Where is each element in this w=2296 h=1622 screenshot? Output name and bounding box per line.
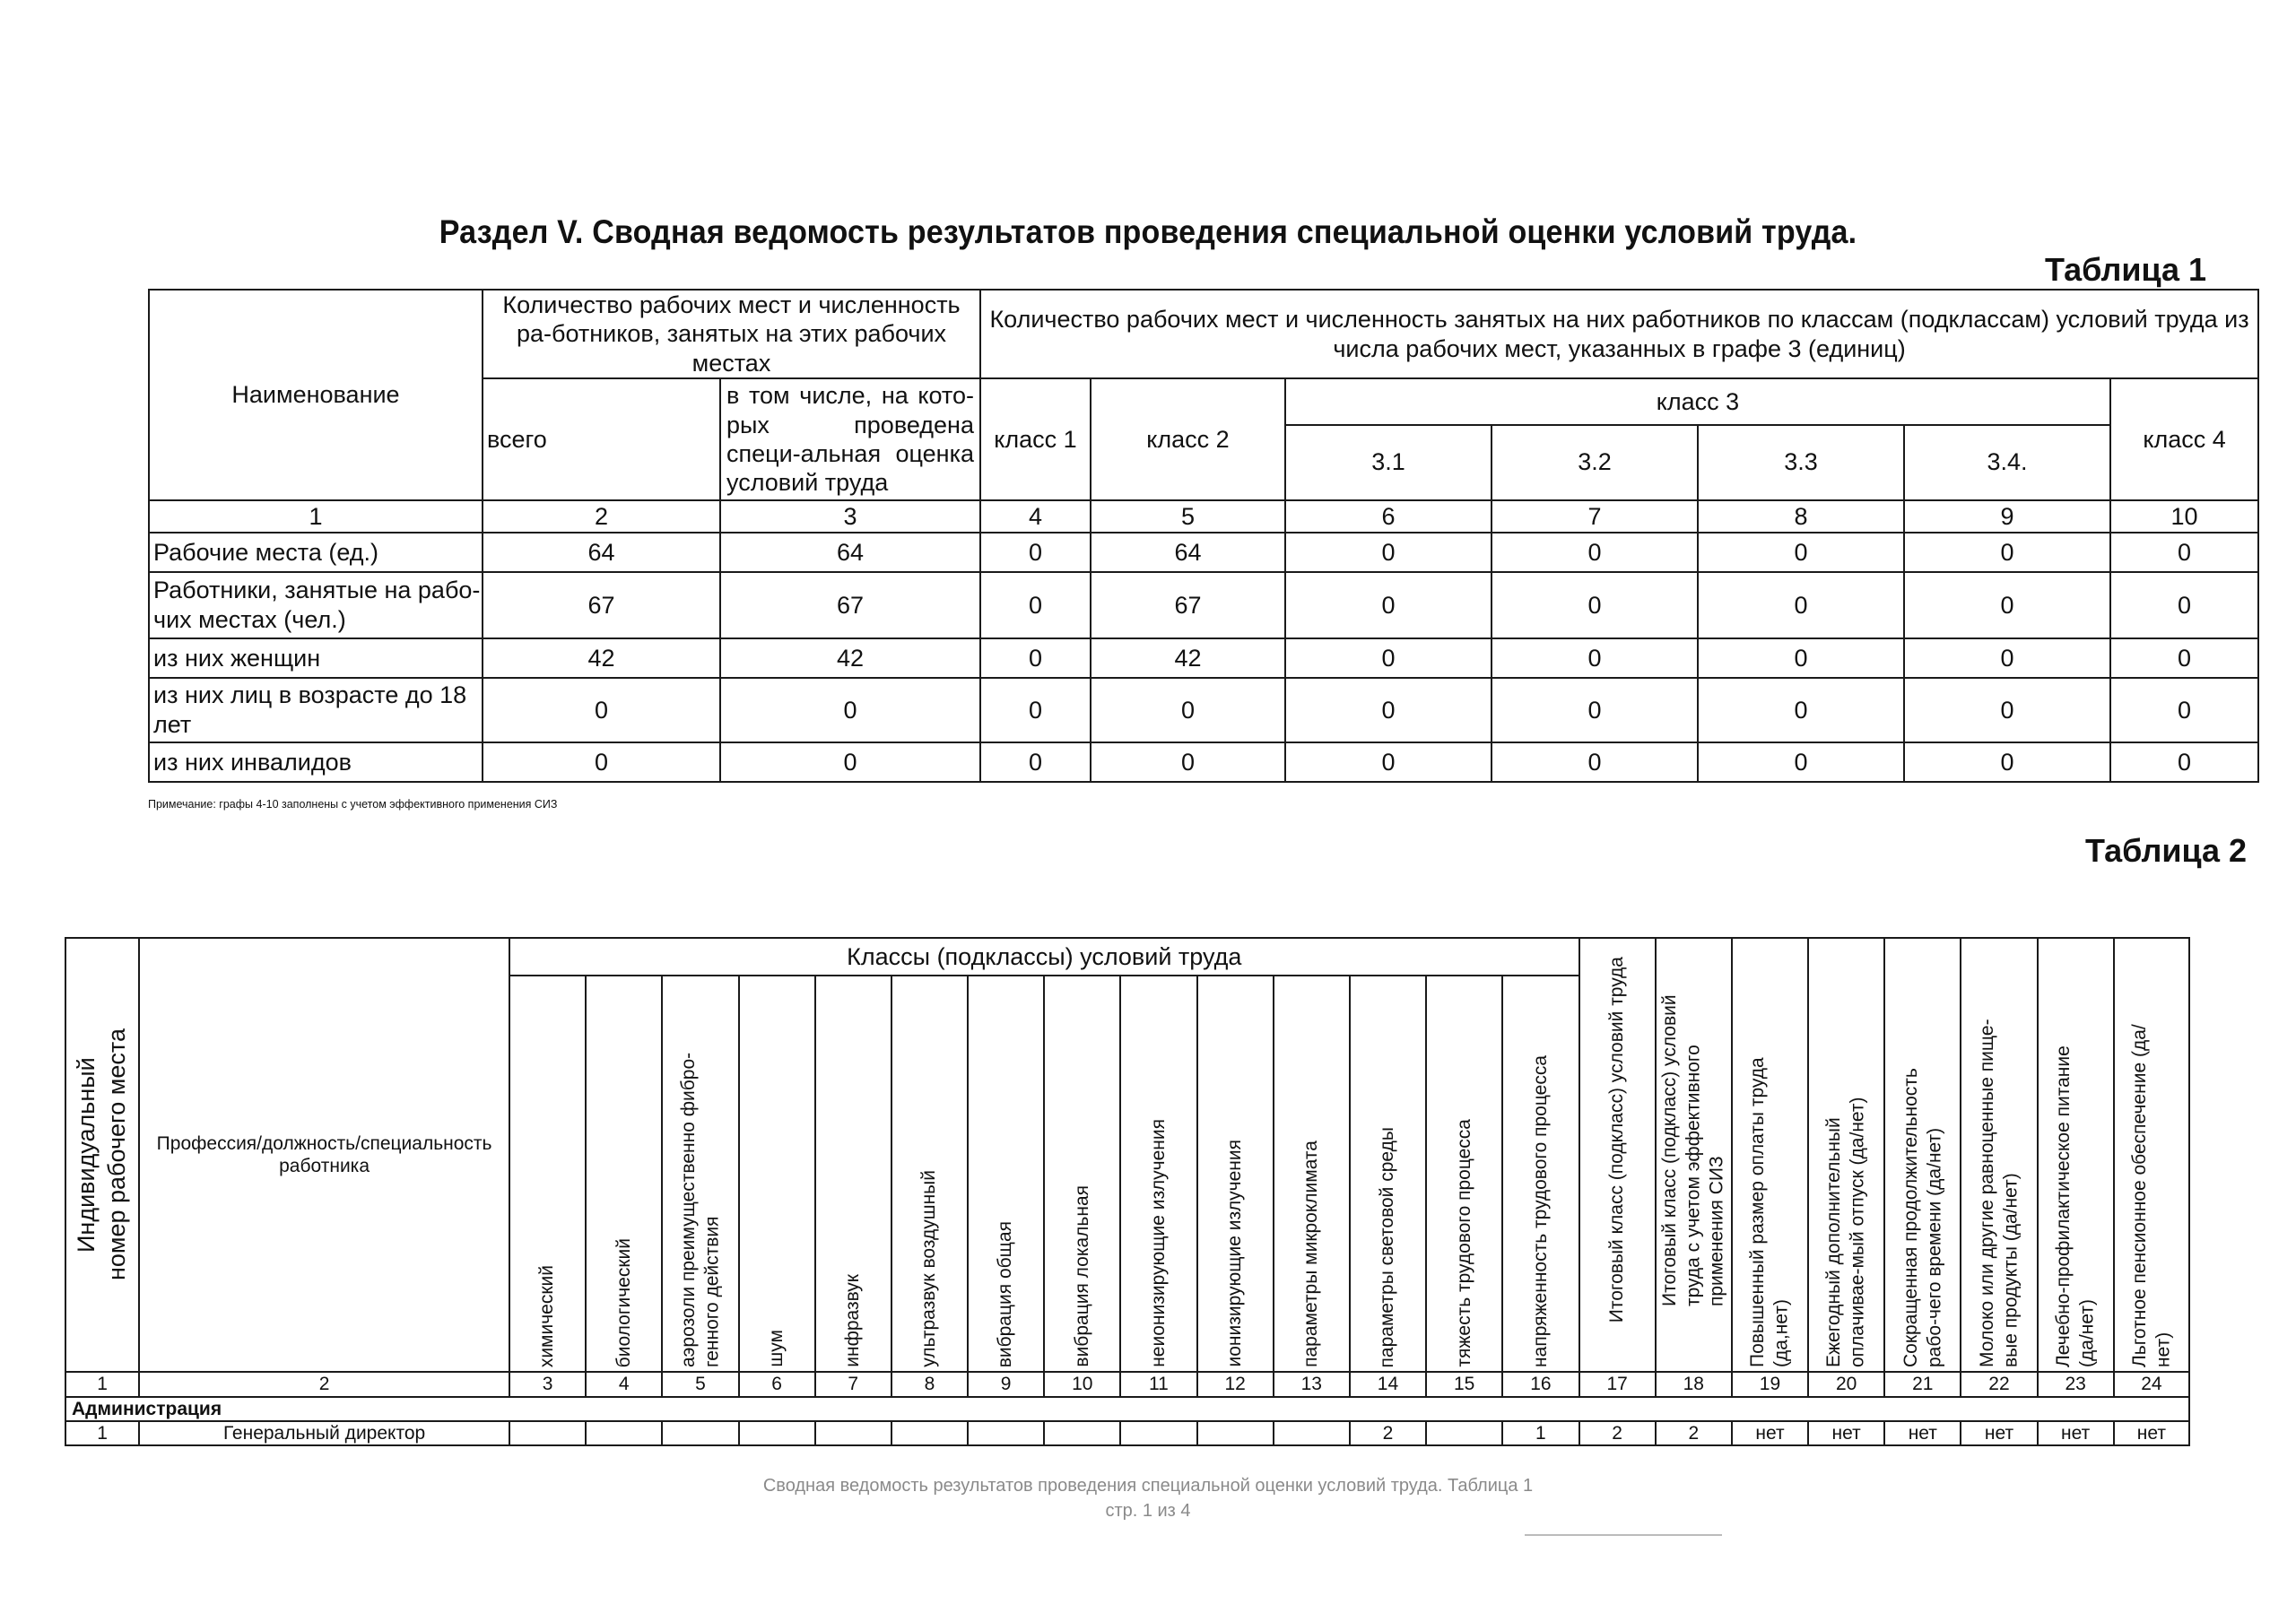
t2-colnum: 24 xyxy=(2114,1372,2189,1397)
t1-row-name: из них инвалидов xyxy=(149,742,483,782)
t2-header-total-class-siz: Итоговый класс (подкласс) условий труда с учетом эффективного применения СИЗ xyxy=(1656,938,1732,1372)
t1-header-3-1: 3.1 xyxy=(1285,425,1492,500)
table-row xyxy=(149,572,2258,638)
t1-header-class4: класс 4 xyxy=(2110,378,2258,500)
t1-header-name: Наименование xyxy=(149,290,483,500)
t1-cell: 64 xyxy=(1091,533,1285,572)
t1-cell: 0 xyxy=(2110,533,2258,572)
t1-header-class3: класс 3 xyxy=(1285,378,2110,424)
t2-colnum: 2 xyxy=(139,1372,509,1397)
t2-cell: 2 xyxy=(1579,1421,1656,1445)
t2-factor-ultrasound: ультразвук воздушный xyxy=(891,976,968,1372)
t2-cell xyxy=(739,1421,815,1445)
t2-cell xyxy=(968,1421,1044,1445)
table-row xyxy=(149,638,2258,678)
t1-header-assessed: в том числе, на кото-рых проведена специ-альная оценка условий труда xyxy=(720,378,980,500)
t1-header-count-group: Количество рабочих мест и численность ра-ботников, занятых на этих рабочих местах xyxy=(483,290,980,378)
t1-cell: 0 xyxy=(1698,742,1904,782)
t2-header-profession: Профессия/должность/специальность работника xyxy=(139,938,509,1372)
t1-cell: 67 xyxy=(483,572,720,638)
t2-header-total-class: Итоговый класс (подкласс) условий труда xyxy=(1579,938,1656,1372)
t2-factor-ionizing: ионизирующие излучения xyxy=(1197,976,1274,1372)
t2-cell: нет xyxy=(1808,1421,1884,1445)
table-row xyxy=(149,678,2258,742)
scan-smudge xyxy=(1525,1534,1722,1536)
t2-cell xyxy=(1274,1421,1350,1445)
t1-cell: 64 xyxy=(483,533,720,572)
t2-colnum: 21 xyxy=(1884,1372,1961,1397)
t1-cell: 0 xyxy=(1285,572,1492,638)
t2-cell: нет xyxy=(1884,1421,1961,1445)
t1-header-class-group: Количество рабочих мест и численность занятых на них работников по классам (подклассам) условий труда из числа рабочих мест, указанных в графе 3 (единиц) xyxy=(980,290,2258,378)
t2-cell: нет xyxy=(1732,1421,1808,1445)
t1-header-total: всего xyxy=(483,378,720,500)
t2-cell: нет xyxy=(1961,1421,2037,1445)
t2-cell: нет xyxy=(2114,1421,2189,1445)
t1-cell: 0 xyxy=(1904,533,2110,572)
t1-cell: 64 xyxy=(720,533,980,572)
t1-cell: 0 xyxy=(720,678,980,742)
t2-cell: Генеральный директор xyxy=(139,1421,509,1445)
t2-cell: 1 xyxy=(1502,1421,1578,1445)
t2-factor-vibration-general: вибрация общая xyxy=(968,976,1044,1372)
t2-header-vacation: Ежегодный дополнительный оплачивае-мый отпуск (да/нет) xyxy=(1808,938,1884,1372)
page-footer xyxy=(0,1473,2296,1523)
t1-colnum: 5 xyxy=(1091,500,1285,533)
t2-colnum: 20 xyxy=(1808,1372,1884,1397)
t1-cell: 0 xyxy=(1285,638,1492,678)
t2-cell xyxy=(662,1421,738,1445)
t2-colnum: 22 xyxy=(1961,1372,2037,1397)
t2-colnum: 8 xyxy=(891,1372,968,1397)
summary-table-2 xyxy=(65,937,2190,1446)
t2-colnum: 17 xyxy=(1579,1372,1656,1397)
t1-colnum: 6 xyxy=(1285,500,1492,533)
t1-cell: 0 xyxy=(1904,678,2110,742)
table-row xyxy=(149,742,2258,782)
t2-colnum: 19 xyxy=(1732,1372,1808,1397)
t1-colnum: 1 xyxy=(149,500,483,533)
t2-header-short-time: Сокращенная продолжительность рабо-чего времени (да/нет) xyxy=(1884,938,1961,1372)
t2-cell xyxy=(815,1421,891,1445)
t1-cell: 67 xyxy=(720,572,980,638)
t2-column-numbers xyxy=(65,1372,2189,1397)
t1-header-class1: класс 1 xyxy=(980,378,1091,500)
t2-factor-intensity: напряженность трудового процесса xyxy=(1502,976,1578,1372)
t1-header-3-2: 3.2 xyxy=(1492,425,1698,500)
t1-cell: 0 xyxy=(1091,742,1285,782)
t1-cell: 0 xyxy=(1492,572,1698,638)
t2-factor-light: параметры световой среды xyxy=(1350,976,1426,1372)
t2-factor-microclimate: параметры микроклимата xyxy=(1274,976,1350,1372)
t2-colnum: 10 xyxy=(1044,1372,1120,1397)
t2-colnum: 16 xyxy=(1502,1372,1578,1397)
t1-row-name: Рабочие места (ед.) xyxy=(149,533,483,572)
t1-cell: 0 xyxy=(1285,678,1492,742)
t1-colnum: 4 xyxy=(980,500,1091,533)
t1-column-numbers xyxy=(149,500,2258,533)
t1-row-name: из них женщин xyxy=(149,638,483,678)
t1-cell: 0 xyxy=(1285,533,1492,572)
t2-colnum: 6 xyxy=(739,1372,815,1397)
t2-colnum: 7 xyxy=(815,1372,891,1397)
t2-colnum: 4 xyxy=(586,1372,662,1397)
t2-colnum: 14 xyxy=(1350,1372,1426,1397)
t1-cell: 0 xyxy=(980,678,1091,742)
t1-cell: 0 xyxy=(720,742,980,782)
t1-colnum: 7 xyxy=(1492,500,1698,533)
t2-header-milk: Молоко или другие равноценные пище-вые продукты (да/нет) xyxy=(1961,938,2037,1372)
t1-cell: 0 xyxy=(2110,572,2258,638)
t1-cell: 42 xyxy=(720,638,980,678)
t2-factor-heaviness: тяжесть трудового процесса xyxy=(1426,976,1502,1372)
t2-colnum: 11 xyxy=(1120,1372,1196,1397)
t1-cell: 42 xyxy=(483,638,720,678)
t2-header-pay: Повышенный размер оплаты труда (да,нет) xyxy=(1732,938,1808,1372)
t2-cell xyxy=(1120,1421,1196,1445)
t1-cell: 0 xyxy=(2110,678,2258,742)
t1-cell: 0 xyxy=(1698,533,1904,572)
table1-caption: Таблица 1 xyxy=(2045,251,2207,288)
table-row xyxy=(65,1421,2189,1445)
t1-cell: 0 xyxy=(980,742,1091,782)
t1-colnum: 8 xyxy=(1698,500,1904,533)
t2-section-header: Администрация xyxy=(65,1397,2189,1421)
t2-colnum: 18 xyxy=(1656,1372,1732,1397)
t2-colnum: 23 xyxy=(2038,1372,2114,1397)
t2-factor-vibration-local: вибрация локальная xyxy=(1044,976,1120,1372)
table2-caption: Таблица 2 xyxy=(2085,832,2248,869)
t1-cell: 0 xyxy=(1285,742,1492,782)
t2-header-id: Индивидуальный номер рабочего места xyxy=(65,938,139,1372)
t2-cell: 2 xyxy=(1350,1421,1426,1445)
t2-colnum: 3 xyxy=(509,1372,586,1397)
t2-cell xyxy=(891,1421,968,1445)
t2-factor-aerosols: аэрозоли преимущественно фибро-генного действия xyxy=(662,976,738,1372)
t1-cell: 0 xyxy=(2110,638,2258,678)
footer-line-1: Сводная ведомость результатов проведения специальной оценки условий труда. Таблица 1 xyxy=(762,1476,1534,1496)
t2-cell xyxy=(509,1421,586,1445)
t1-cell: 0 xyxy=(980,638,1091,678)
t1-header-class2: класс 2 xyxy=(1091,378,1285,500)
t1-row-name: Работники, занятые на рабо-чих местах (чел.) xyxy=(149,572,483,638)
t1-cell: 0 xyxy=(1698,638,1904,678)
t2-colnum: 15 xyxy=(1426,1372,1502,1397)
t1-cell: 0 xyxy=(980,533,1091,572)
t2-cell: нет xyxy=(2038,1421,2114,1445)
t1-cell: 0 xyxy=(1492,638,1698,678)
summary-table-1 xyxy=(148,289,2259,783)
t2-factor-biological: биологический xyxy=(586,976,662,1372)
t2-header-classes: Классы (подклассы) условий труда xyxy=(509,938,1579,976)
t2-factor-noise: шум xyxy=(739,976,815,1372)
t2-colnum: 5 xyxy=(662,1372,738,1397)
t1-colnum: 2 xyxy=(483,500,720,533)
t1-cell: 0 xyxy=(2110,742,2258,782)
t1-cell: 0 xyxy=(980,572,1091,638)
table-row xyxy=(149,533,2258,572)
t1-cell: 42 xyxy=(1091,638,1285,678)
t1-cell: 0 xyxy=(483,678,720,742)
t2-factor-nonionizing: неионизирующие излучения xyxy=(1120,976,1196,1372)
t2-colnum: 9 xyxy=(968,1372,1044,1397)
t2-colnum: 1 xyxy=(65,1372,139,1397)
t2-cell xyxy=(586,1421,662,1445)
t1-cell: 0 xyxy=(1904,572,2110,638)
t1-header-3-3: 3.3 xyxy=(1698,425,1904,500)
t1-cell: 0 xyxy=(1698,678,1904,742)
t2-factor-chemical: химический xyxy=(509,976,586,1372)
t1-colnum: 9 xyxy=(1904,500,2110,533)
t1-cell: 67 xyxy=(1091,572,1285,638)
t1-cell: 0 xyxy=(1091,678,1285,742)
t1-cell: 0 xyxy=(1904,638,2110,678)
t2-cell: 2 xyxy=(1656,1421,1732,1445)
t2-cell xyxy=(1044,1421,1120,1445)
t2-header-pension: Льготное пенсионное обеспечение (да/нет) xyxy=(2114,938,2189,1372)
t2-cell xyxy=(1426,1421,1502,1445)
footer-page-number: стр. 1 из 4 xyxy=(1105,1501,1191,1521)
t1-header-3-4: 3.4. xyxy=(1904,425,2110,500)
t2-colnum: 13 xyxy=(1274,1372,1350,1397)
t2-header-food: Лечебно-профилактическое питание (да/нет) xyxy=(2038,938,2114,1372)
t1-cell: 0 xyxy=(1492,678,1698,742)
t2-cell xyxy=(1197,1421,1274,1445)
t1-colnum: 3 xyxy=(720,500,980,533)
t2-colnum: 12 xyxy=(1197,1372,1274,1397)
t1-colnum: 10 xyxy=(2110,500,2258,533)
t2-cell: 1 xyxy=(65,1421,139,1445)
t1-cell: 0 xyxy=(1698,572,1904,638)
t2-factor-infrasound: инфразвук xyxy=(815,976,891,1372)
t1-cell: 0 xyxy=(1492,533,1698,572)
t1-row-name: из них лиц в возрасте до 18 лет xyxy=(149,678,483,742)
t1-cell: 0 xyxy=(483,742,720,782)
t1-cell: 0 xyxy=(1904,742,2110,782)
page-title: Раздел V. Сводная ведомость результатов проведения специальной оценки условий труда. xyxy=(439,213,1857,250)
table1-note: Примечание: графы 4-10 заполнены с учетом эффективного применения СИЗ xyxy=(148,798,558,811)
t1-cell: 0 xyxy=(1492,742,1698,782)
